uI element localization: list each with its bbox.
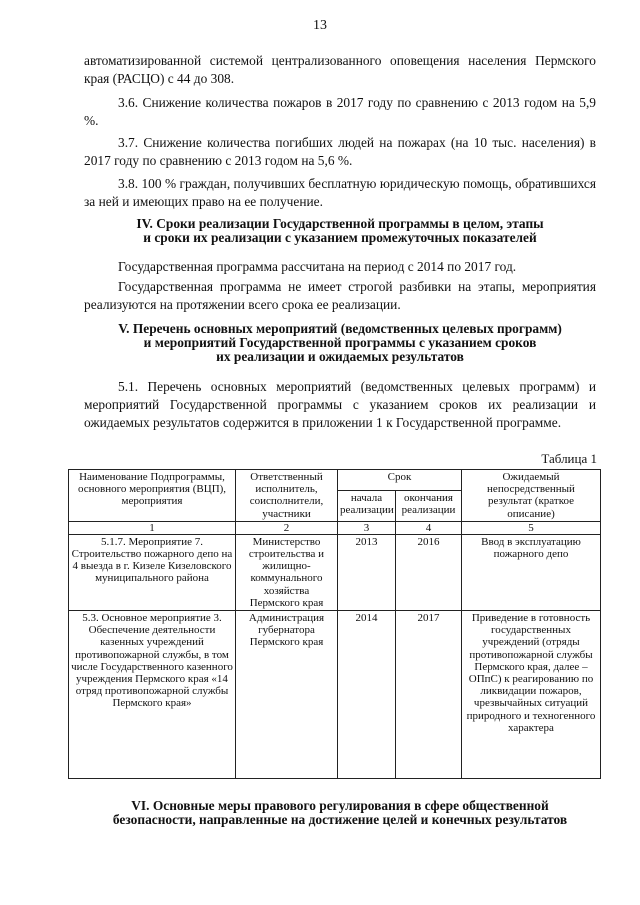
paragraph-3-6: 3.6. Снижение количества пожаров в 2017 году по сравнению с 2013 годом на 5,9 %. xyxy=(84,95,596,128)
paragraph-period: Государственная программа рассчитана на период с 2014 по 2017 год. xyxy=(118,259,517,274)
column-number: 4 xyxy=(396,521,462,534)
row-executor: Администрация губернатора Пермского края xyxy=(236,611,338,779)
section-5-heading-line-2: и мероприятий Государственной программы с указанием сроков xyxy=(143,335,537,350)
measures-table xyxy=(68,469,601,779)
paragraph-3-7: 3.7. Снижение количества погибших людей на пожарах (на 10 тыс. населения) в 2017 году по сравнению с 2013 годом на 5,6 %. xyxy=(84,135,596,168)
column-number: 3 xyxy=(338,521,396,534)
table-row xyxy=(69,534,601,610)
row-name: 5.3. Основное мероприятие 3. Обеспечение деятельности казенных учреждений противопожарной службы, в том числе Государственного казенного учреждения Пермского края «14 отряд противопожарной службы Пермского края» xyxy=(69,611,236,779)
section-5-heading-line-1: V. Перечень основных мероприятий (ведомственных целевых программ) xyxy=(118,321,562,336)
header-end: окончания реализации xyxy=(396,490,462,521)
section-4-heading-line-2: и сроки их реализации с указанием промежуточных показателей xyxy=(143,230,537,245)
table-number-row xyxy=(69,521,601,534)
column-number: 1 xyxy=(69,521,236,534)
column-number: 5 xyxy=(462,521,601,534)
paragraph-5-1: 5.1. Перечень основных мероприятий (ведомственных целевых программ) и мероприятий Государственной программы с указанием сроков их реализации и ожидаемых результатов содержится в приложении 1 к Государственной программе. xyxy=(84,379,596,430)
section-4-heading xyxy=(84,217,596,245)
section-6-heading-line-1: VI. Основные меры правового регулирования в сфере общественной xyxy=(131,798,549,813)
row-start: 2014 xyxy=(338,611,396,779)
section-5-heading xyxy=(84,322,596,364)
row-end: 2017 xyxy=(396,611,462,779)
row-end: 2016 xyxy=(396,534,462,610)
section-5-heading-line-3: их реализации и ожидаемых результатов xyxy=(216,349,464,364)
page-number: 13 xyxy=(313,18,327,33)
table-caption: Таблица 1 xyxy=(541,451,597,466)
header-result: Ожидаемый непосредственный результат (краткое описание) xyxy=(462,470,601,522)
paragraph-3-8: 3.8. 100 % граждан, получивших бесплатную юридическую помощь, обратившихся за ней и имеющих право на ее получение. xyxy=(84,176,596,209)
row-start: 2013 xyxy=(338,534,396,610)
table-header-row xyxy=(69,470,601,491)
paragraph-stages: Государственная программа не имеет строгой разбивки на этапы, мероприятия реализуются на протяжении всего срока ее реализации. xyxy=(84,279,596,312)
header-name: Наименование Подпрограммы, основного мероприятия (ВЦП), мероприятия xyxy=(69,470,236,522)
table-row xyxy=(69,611,601,779)
paragraph-rasco: автоматизированной системой централизованного оповещения населения Пермского края (РАСЦО) с 44 до 308. xyxy=(84,53,596,86)
section-4-heading-line-1: IV. Сроки реализации Государственной программы в целом, этапы xyxy=(136,216,544,231)
column-number: 2 xyxy=(236,521,338,534)
row-name: 5.1.7. Мероприятие 7. Строительство пожарного депо на 4 выезда в г. Кизеле Кизеловского муниципального района xyxy=(69,534,236,610)
row-result: Приведение в готовность государственных учреждений (отряды противопожарной службы Пермского края, далее – ОПпС) к реагированию по ликвидации пожаров, чрезвычайных ситуаций природного и техногенного характера xyxy=(462,611,601,779)
section-6-heading-line-2: безопасности, направленные на достижение целей и конечных результатов xyxy=(112,812,568,827)
header-start: начала реализации xyxy=(338,490,396,521)
header-term: Срок xyxy=(338,470,462,491)
header-executor: Ответственный исполнитель, соисполнители, участники xyxy=(236,470,338,522)
section-6-heading xyxy=(84,799,596,827)
row-executor: Министерство строительства и жилищно-коммунального хозяйства Пермского края xyxy=(236,534,338,610)
row-result: Ввод в эксплуатацию пожарного депо xyxy=(462,534,601,610)
